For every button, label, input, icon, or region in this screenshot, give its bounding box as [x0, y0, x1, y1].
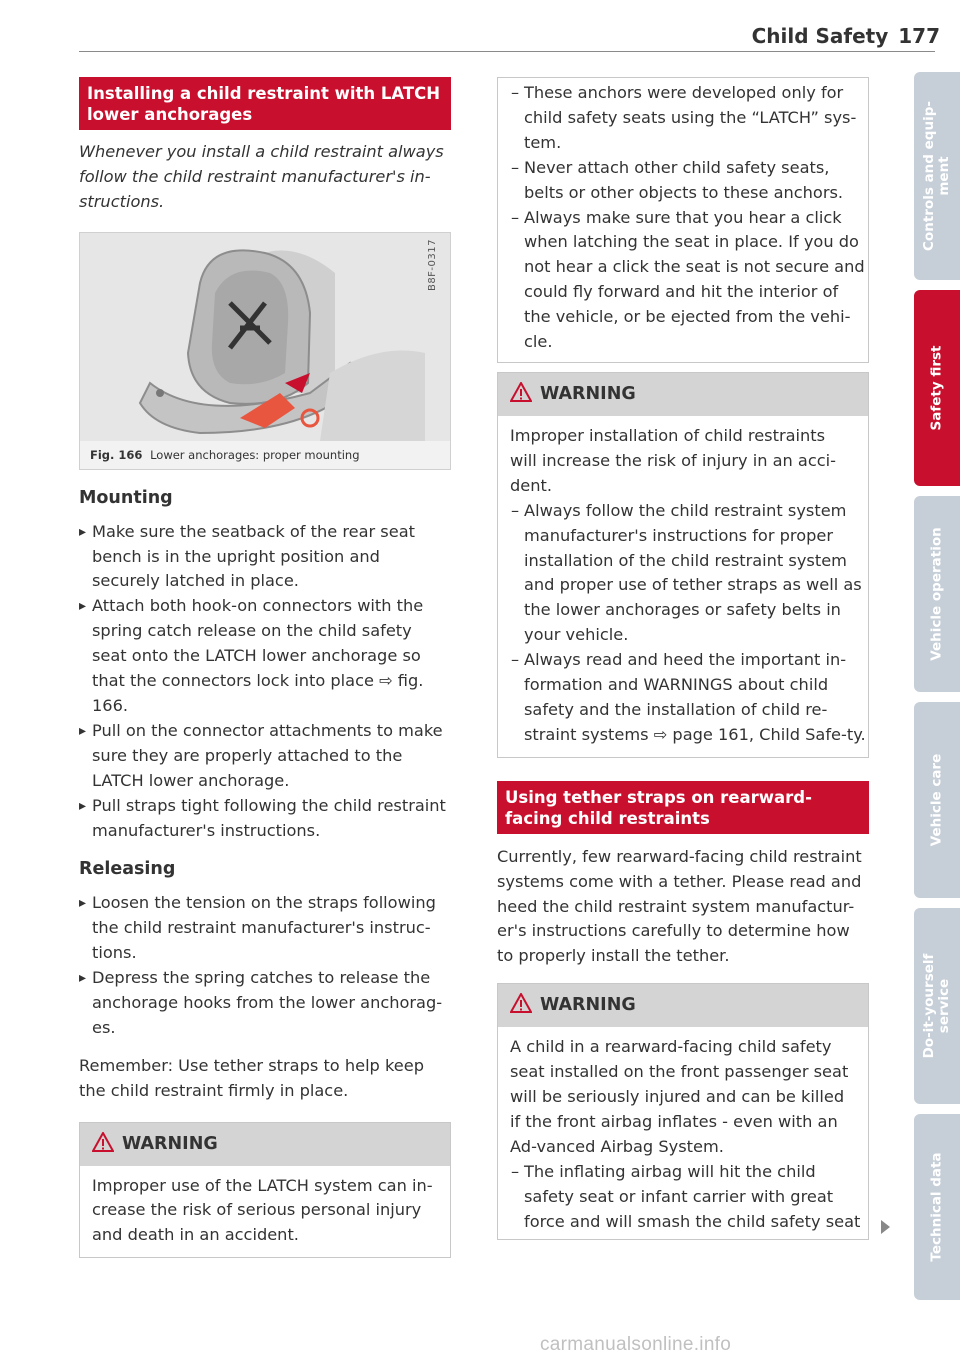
warning-header: [498, 984, 868, 1027]
section-heading-tether: Using tether straps on rearward-facing child restraints: [497, 781, 869, 834]
tab-do-it-yourself-service[interactable]: [914, 908, 960, 1104]
warning-title: WARNING: [540, 383, 636, 404]
continued-arrow-icon: [881, 1220, 890, 1234]
releasing-steps: [79, 891, 451, 1040]
header-rule: [79, 51, 935, 52]
mounting-step: ▸ Pull on the connector attachments to make sure they are properly attached to the LATCH lower anchorage.: [79, 719, 451, 794]
watermark: carmanualsonline.info: [540, 1334, 732, 1355]
warning-header: [498, 373, 868, 416]
tab-vehicle-care[interactable]: [914, 702, 960, 898]
figure-caption: [80, 441, 450, 469]
intro-text: Whenever you install a child restraint always follow the child restraint manufacturer's in-structions.: [79, 142, 444, 211]
warning-body: [498, 416, 868, 757]
page-number: 177: [898, 24, 940, 48]
page-header: [730, 24, 940, 48]
warning-box-latch: [79, 1122, 451, 1259]
tab-label: Do-it-yourself service: [921, 953, 952, 1059]
section-title: Child Safety: [751, 24, 889, 48]
warning-title: WARNING: [122, 1133, 218, 1154]
warning-triangle-icon: [510, 382, 532, 409]
warning-header: [80, 1123, 450, 1166]
tab-vehicle-operation[interactable]: [914, 496, 960, 692]
mounting-steps: [79, 520, 451, 844]
warning-body: [498, 1027, 868, 1238]
tab-safety-first[interactable]: [914, 290, 960, 486]
remember-note: Remember: Use tether straps to help keep the child restraint firmly in place.: [79, 1055, 424, 1100]
warning-item: – Always read and heed the important in-formation and WARNINGS about child safety and the installation of child re-straint systems ⇨ page 161, Child Safe-ty.: [511, 650, 866, 744]
tab-technical-data[interactable]: [914, 1114, 960, 1300]
warning-intro: A child in a rearward-facing child safety seat installed on the front passenger seat will be seriously injured and can be killed if the front airbag inflates - even with an Ad-vanced Airbag System.: [510, 1037, 849, 1156]
tab-label: Technical data: [928, 1152, 945, 1262]
figure-caption-text: Lower anchorages: proper mounting: [150, 447, 360, 462]
mounting-step: ▸ Make sure the seatback of the rear seat bench is in the upright position and securely latched in place.: [79, 520, 451, 595]
releasing-step: ▸ Loosen the tension on the straps following the child restraint manufacturer's instruc-tions.: [79, 891, 451, 966]
figure-illustration: [80, 233, 450, 441]
continued-item: – Always make sure that you hear a click when latching the seat in place. If you do not hear a click the seat is not secure and could fly forward and hit the interior of the vehicle, or be ejected from the vehi-cle.: [511, 207, 865, 352]
tab-label: Vehicle operation: [928, 527, 945, 661]
section-heading: Installing a child restraint with LATCH lower anchorages: [79, 77, 451, 130]
warning-triangle-icon: [92, 1132, 114, 1159]
warning-intro: Improper installation of child restraints will increase the risk of injury in an acci-dent.: [510, 425, 836, 495]
tab-label: Vehicle care: [928, 753, 945, 847]
mounting-step: ▸ Pull straps tight following the child restraint manufacturer's instructions.: [79, 794, 451, 844]
warning-item: – The inflating airbag will hit the child safety seat or infant carrier with great force and will smash the child safety seat: [511, 1161, 861, 1231]
child-seat-illustration: [80, 233, 450, 441]
right-column: [497, 77, 869, 1240]
continued-item: – Never attach other child safety seats, belts or other objects to these anchors.: [511, 157, 844, 202]
continued-box: [497, 77, 869, 363]
figure-code: B8F-0317: [427, 238, 439, 291]
releasing-heading: Releasing: [79, 859, 176, 880]
releasing-step: ▸ Depress the spring catches to release the anchorage hooks from the lower anchorag-es.: [79, 966, 451, 1041]
warning-box-installation: [497, 372, 869, 758]
figure-166: [79, 232, 451, 470]
continued-item: – These anchors were developed only for child safety seats using the “LATCH” sys-tem.: [511, 83, 857, 152]
tether-paragraph: Currently, few rearward-facing child restraint systems come with a tether. Please read and heed the child restraint system manufactur-er's instructions carefully to determine how to properly install the tether.: [497, 846, 862, 966]
mounting-step: ▸ Attach both hook-on connectors with the spring catch release on the child safety seat onto the LATCH lower anchorage so that the connectors lock into place ⇨ fig. 166.: [79, 594, 451, 719]
warning-item: – Always follow the child restraint system manufacturer's instructions for proper installation of the child restraint system and proper use of tether straps as well as the lower anchorages or safety belts in your vehicle.: [511, 500, 862, 645]
warning-triangle-icon: [510, 993, 532, 1020]
mounting-heading: Mounting: [79, 487, 173, 508]
tab-label: Safety first: [928, 345, 945, 431]
warning-title: WARNING: [540, 995, 636, 1016]
figure-label: Fig. 166: [90, 447, 143, 462]
tab-controls-and-equipment[interactable]: [914, 72, 960, 280]
left-column: [79, 77, 451, 1258]
tab-label: Controls and equip- ment: [921, 101, 952, 251]
warning-box-airbag: [497, 983, 869, 1239]
warning-body: Improper use of the LATCH system can in-crease the risk of serious personal injury and death in an accident.: [92, 1175, 433, 1245]
